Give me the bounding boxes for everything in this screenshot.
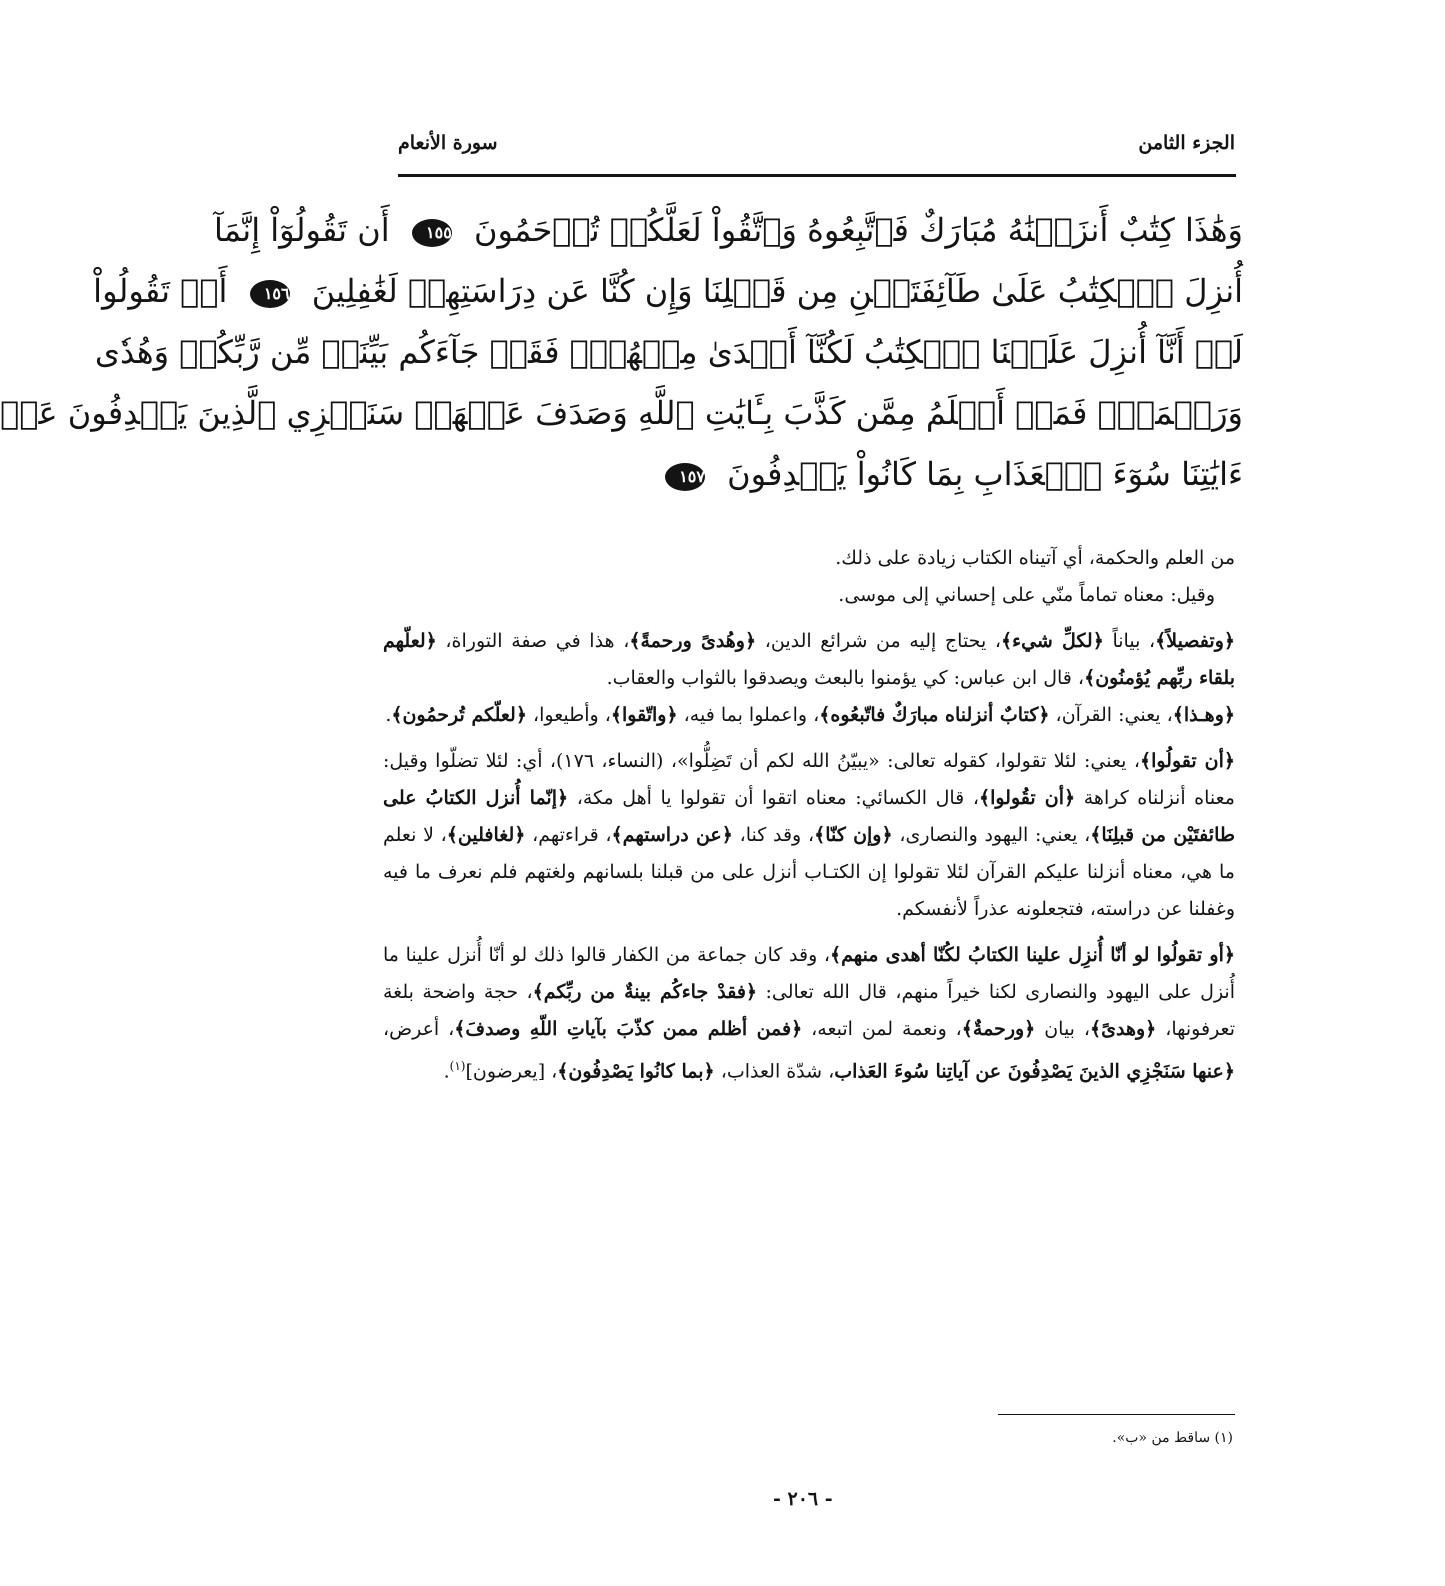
commentary-text: ، ونعمة لمن اتبعه، [802, 1018, 962, 1040]
quran-quote: ﴿وإن كنّا﴾ [814, 824, 893, 846]
quran-quote: ﴿وهدىً﴾ [1090, 1018, 1157, 1040]
verse-text: لَوۡ أَنَّآ أُنزِلَ عَلَيۡنَا ٱلۡكِتَٰبُ لَكُنَّآ أَهۡدَىٰ مِنۡهُمۡۚ فَقَدۡ جَآءَكُم بَيِّنَةٞ مِّن رَّبِّكُمۡ وَهُدٗى [94, 333, 1243, 371]
quran-verses-block [0, 200, 1243, 505]
running-header-surah: سورة الأنعام [398, 132, 498, 154]
commentary-text: ، قال ابن عباس: كي يؤمنوا بالبعث ويصدقوا بالثواب والعقاب. [606, 667, 1085, 689]
quran-quote: ﴿أن تقولُوا﴾ [1139, 750, 1236, 772]
commentary-paragraph [383, 697, 1235, 734]
commentary-text: ، يعني: اليهود والنصارى، [892, 824, 1091, 846]
quran-quote: ﴿واتّقوا﴾ [610, 704, 678, 726]
verse-line-4 [0, 383, 1243, 444]
verse-text: أَن تَقُولُوٓاْ إِنَّمَآ [214, 211, 390, 249]
commentary-text: ، يحتاج إليه من شرائع الدين، [756, 630, 1001, 652]
quran-quote: ﴿وهُدىً ورحمةً﴾ [629, 630, 757, 652]
quran-quote: ﴿لكلِّ شيء﴾ [1001, 630, 1104, 652]
commentary-text: . [443, 1060, 450, 1083]
header-divider [398, 174, 1236, 177]
quran-quote: ﴿فقدْ جاءكُم بينةٌ من ربِّكم﴾ [532, 981, 758, 1003]
verse-number-marker: ١٥٥ [412, 219, 452, 247]
footnote: (١) ساقط من «ب». [1112, 1430, 1233, 1446]
verse-number-marker: ١٥٧ [665, 463, 705, 491]
quran-quote: ﴿لغافلين﴾ [446, 824, 526, 846]
quran-quote: ﴿كتابٌ أنزلناه مبارَكٌ فاتّبعُوه﴾ [819, 704, 1050, 726]
quran-quote: ﴿فمن أظلم ممن كذّبَ بآياتِ اللّهِ وصدفَ﴾ [454, 1018, 803, 1040]
footnote-divider [998, 1414, 1235, 1415]
verse-line-3 [94, 322, 1243, 383]
commentary-text: ، حجة واضحة بلغة تعرفونها، [383, 981, 1236, 1040]
commentary-text: ، يعني: القرآن، [1049, 704, 1173, 726]
verse-text: وَهَٰذَا كِتَٰبٌ أَنزَلۡنَٰهُ مُبَارَكٌ فَٱتَّبِعُوهُ وَٱتَّقُواْ لَعَلَّكُمۡ تُرۡحَمُونَ [473, 211, 1243, 249]
commentary-text: ، قال الكسائي: معناه اتقوا أن تقولوا يا أهل مكة، [568, 787, 979, 809]
commentary-text: ، [يعرضون] [465, 1060, 558, 1083]
verse-text: أُنزِلَ ٱلۡكِتَٰبُ عَلَىٰ طَآئِفَتَيۡنِ مِن قَبۡلِنَا وَإِن كُنَّا عَن دِرَاسَتِهِمۡ لَغَٰفِلِينَ [311, 272, 1243, 310]
verse-text: ءَايَٰتِنَا سُوٓءَ ٱلۡعَذَابِ بِمَا كَانُواْ يَصۡدِفُونَ [727, 455, 1243, 493]
commentary-text: ، بيان [1035, 1018, 1090, 1040]
verse-line-5 [373, 444, 1243, 505]
verse-line-1 [214, 200, 1243, 261]
commentary-paragraph [383, 623, 1235, 697]
commentary-text: ، شدّة العذاب، [714, 1060, 835, 1083]
commentary-text: ، قراءتهم، [525, 824, 612, 846]
commentary-text: ، وقد كنا، [732, 824, 815, 846]
page-number: - ٢٠٦ - [773, 1488, 833, 1510]
verse-text: وَرَحۡمَةٞۚ فَمَنۡ أَظۡلَمُ مِمَّن كَذَّبَ بِـَٔايَٰتِ ٱللَّهِ وَصَدَفَ عَنۡهَاۗ سَنَجۡزِي ٱلَّذِينَ يَصۡدِفُونَ عَنۡ [0, 394, 1243, 432]
verse-text: أَوۡ تَقُولُواْ [93, 272, 228, 310]
quran-quote: ﴿لعلّكم تُرحمُون﴾ [391, 704, 527, 726]
commentary-text: ، لا نعلم ما هي، معناه أنزلنا عليكم القرآن لئلا تقولوا إن الكتـاب أنزل على من قبلنا بلسانهم ولغتهم فلم نعرف ما فيه وغفلنا عن دراسته، فتجعلونه عذراً لأنفسكم. [383, 824, 1235, 920]
quran-quote: ﴿أو تقولُوا لو أنّا أُنزِل علينا الكتابُ لكُنّا أهدى منهم﴾ [830, 944, 1235, 966]
verse-line-2 [93, 261, 1243, 322]
commentary-text: ، أعرض، [383, 1018, 455, 1040]
quran-quote: ﴿لعلّهم بلقاء ربِّهم يُؤمنُون﴾ [383, 630, 1235, 689]
running-header-juz: الجزء الثامن [1138, 132, 1235, 154]
quran-quote: ﴿عن دراستهم﴾ [611, 824, 733, 846]
commentary-text: ، بياناً [1103, 630, 1156, 652]
commentary-text: ، يعني: لئلا تقولوا، كقوله تعالى: «يبيّنُ الله لكم أن تَضِلُّوا»، (النساء، ١٧٦)، أي: لئلا تضلّوا وقيل: معناه أنزلناه كراهة [383, 750, 1235, 809]
verse-number-marker: ١٥٦ [250, 280, 290, 308]
commentary-paragraph: من العلم والحكمة، أي آتيناه الكتاب زيادة على ذلك. [835, 547, 1235, 569]
quran-quote: ﴿إنّما أُنزل الكتابُ على طائفتَيْن من قبلِنَا﴾ [383, 787, 1235, 846]
commentary-text: ، وأطيعوا، [526, 704, 611, 726]
quran-quote: ﴿وتفصيلاً﴾ [1155, 630, 1236, 652]
quran-quote: ﴿ورحمةٌ﴾ [961, 1018, 1036, 1040]
quran-quote: ﴿وهـذا﴾ [1172, 704, 1235, 726]
commentary-block [383, 540, 1235, 1090]
quran-quote: ﴿عنها سَنَجْزِي الذينَ يَصْدِفُونَ عن آياتِنا سُوءَ العَذاب [834, 1060, 1235, 1083]
commentary-paragraph: وقيل: معناه تماماً منّي على إحساني إلى موسى. [838, 584, 1215, 606]
quran-quote: ﴿بما كانُوا يَصْدِفُون﴾ [557, 1060, 715, 1083]
quran-quote: ﴿أن تقُولوا﴾ [978, 787, 1076, 809]
commentary-text: ، وقد كان جماعة من الكفار قالوا ذلك لو أنّا أُنزل علينا ما أُنزل على اليهود والنصارى لكنا خيراً منهم، قال الله تعالى: [383, 944, 1235, 1003]
commentary-paragraph [383, 937, 1235, 1090]
commentary-text: . [385, 704, 392, 726]
commentary-paragraph [383, 743, 1235, 928]
footnote-reference: (١) [449, 1059, 466, 1073]
commentary-text: ، واعملوا بما فيه، [677, 704, 820, 726]
commentary-text: ، هذا في صفة التوراة، [436, 630, 630, 652]
